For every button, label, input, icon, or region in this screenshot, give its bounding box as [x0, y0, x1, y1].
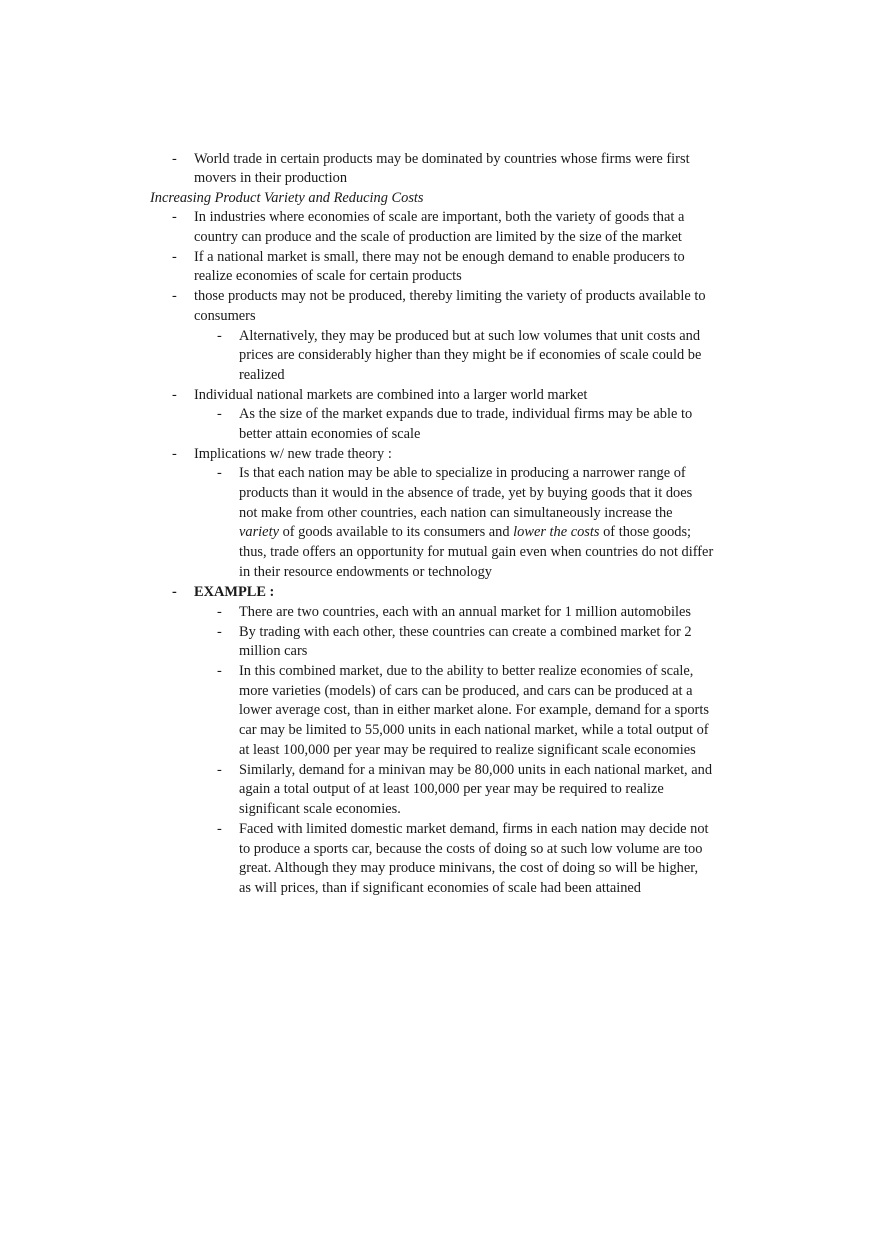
sub-bullet-dash: - [217, 624, 222, 640]
sub-bullet-dash: - [217, 663, 222, 679]
sub-bullet-text-line: There are two countries, each with an annual market for 1 million automobiles [239, 604, 691, 620]
sub-bullet-text-line: car may be limited to 55,000 units in each national market, while a total output of [239, 722, 709, 738]
sub-bullet-text-line: great. Although they may produce minivans, the cost of doing so will be higher, [239, 860, 699, 876]
sub-bullet-text-line: better attain economies of scale [239, 426, 421, 442]
sub-bullet-text-line: in their resource endowments or technology [239, 564, 492, 580]
plain-text: of goods available to its consumers and [278, 524, 514, 540]
bullet-dash: - [172, 249, 177, 265]
emphasis-text: lower the costs [513, 524, 600, 540]
sub-bullet-text-line: to produce a sports car, because the costs of doing so at such low volume are too [239, 841, 703, 857]
sub-bullet-text-line: Similarly, demand for a minivan may be 80,000 units in each national market, and [239, 762, 713, 778]
bullet-text-line: Individual national markets are combined into a larger world market [194, 387, 588, 403]
sub-bullet-text-line: at least 100,000 per year may be required to realize significant scale economies [239, 742, 696, 758]
sub-bullet-text-line: thus, trade offers an opportunity for mutual gain even when countries do not differ [239, 544, 714, 560]
sub-bullet-dash: - [217, 821, 222, 837]
sub-bullet-dash: - [217, 406, 222, 422]
example-label: EXAMPLE : [194, 584, 275, 600]
bullet-dash: - [172, 584, 177, 600]
bullet-text-line: World trade in certain products may be dominated by countries whose firms were first [194, 151, 690, 167]
sub-bullet-text-line: again a total output of at least 100,000 per year may be required to realize [239, 781, 664, 797]
bullet-text-line: country can produce and the scale of production are limited by the size of the market [194, 229, 682, 245]
sub-bullet-dash: - [217, 604, 222, 620]
sub-bullet-text-line: prices are considerably higher than they might be if economies of scale could be [239, 347, 702, 363]
emphasis-text: variety [239, 524, 279, 540]
bullet-text-line: movers in their production [194, 170, 348, 186]
sub-bullet-dash: - [217, 762, 222, 778]
sub-bullet-text-line: significant scale economies. [239, 801, 401, 817]
sub-bullet-text-line: realized [239, 367, 285, 383]
sub-bullet-dash: - [217, 465, 222, 481]
sub-bullet-text-line: In this combined market, due to the ability to better realize economies of scale, [239, 663, 694, 679]
sub-bullet-text-line: not make from other countries, each nation can simultaneously increase the [239, 505, 673, 521]
sub-bullet-text-line: as will prices, than if significant economies of scale had been attained [239, 880, 641, 896]
bullet-dash: - [172, 288, 177, 304]
sub-bullet-text-line [239, 523, 691, 542]
bullet-text-line: Implications w/ new trade theory : [194, 446, 392, 462]
sub-bullet-text-line: Faced with limited domestic market demand, firms in each nation may decide not [239, 821, 709, 837]
sub-bullet-text-line: As the size of the market expands due to trade, individual firms may be able to [239, 406, 693, 422]
sub-bullet-dash: - [217, 328, 222, 344]
bullet-text-line: those products may not be produced, thereby limiting the variety of products available to [194, 288, 706, 304]
section-heading: Increasing Product Variety and Reducing Costs [150, 190, 424, 206]
bullet-dash: - [172, 387, 177, 403]
sub-bullet-text-line: lower average cost, than in either market alone. For example, demand for a sports [239, 702, 709, 718]
sub-bullet-text-line: Alternatively, they may be produced but at such low volumes that unit costs and [239, 328, 701, 344]
plain-text: of those goods; [599, 524, 692, 540]
sub-bullet-text-line: million cars [239, 643, 308, 659]
sub-bullet-text-line: By trading with each other, these countries can create a combined market for 2 [239, 624, 692, 640]
sub-bullet-text-line: more varieties (models) of cars can be produced, and cars can be produced at a [239, 683, 693, 699]
bullet-text-line: consumers [194, 308, 256, 324]
bullet-text-line: realize economies of scale for certain products [194, 268, 462, 284]
bullet-text-line: In industries where economies of scale are important, both the variety of goods that a [194, 209, 685, 225]
sub-bullet-text-line: Is that each nation may be able to specialize in producing a narrower range of [239, 465, 686, 481]
sub-bullet-text-line: products than it would in the absence of trade, yet by buying goods that it does [239, 485, 693, 501]
bullet-dash: - [172, 209, 177, 225]
bullet-text-line: If a national market is small, there may not be enough demand to enable producers to [194, 249, 685, 265]
bullet-dash: - [172, 151, 177, 167]
bullet-dash: - [172, 446, 177, 462]
